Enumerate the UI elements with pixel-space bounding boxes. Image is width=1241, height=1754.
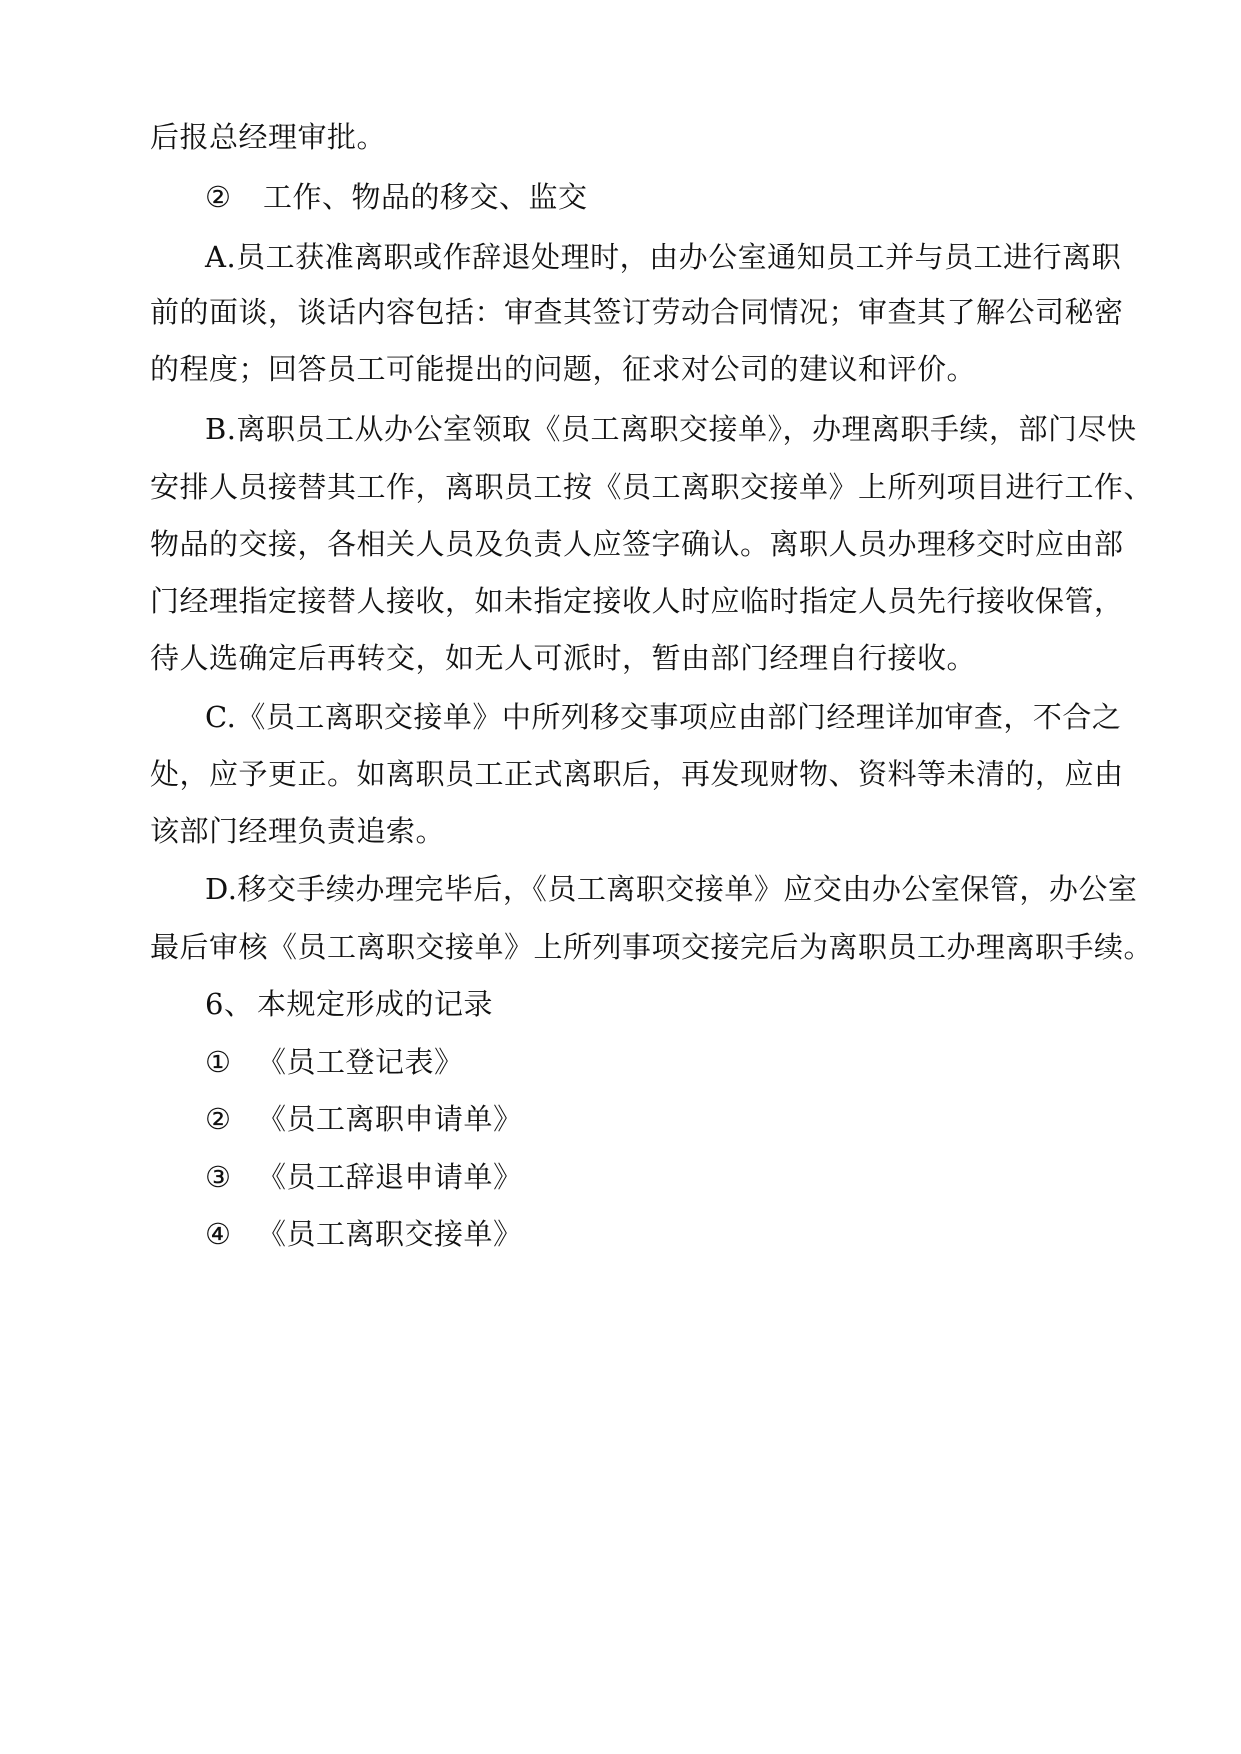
para-b-line-2: 安排人员接替其工作，离职员工按《员工离职交接单》上所列项目进行工作、 bbox=[150, 470, 1154, 504]
record-marker: ② bbox=[205, 1102, 232, 1136]
para-c-line-3: 该部门经理负责追索。 bbox=[150, 814, 446, 848]
record-label: 《员工离职申请单》 bbox=[257, 1102, 523, 1136]
para-a-line-1: A.员工获准离职或作辞退处理时，由办公室通知员工并与员工进行离职 bbox=[205, 240, 1122, 274]
continuation-text: 后报总经理审批。 bbox=[150, 120, 387, 154]
para-c-line-1: C.《员工离职交接单》中所列移交事项应由部门经理详加审查，不合之 bbox=[205, 700, 1122, 734]
section-2-marker: ② bbox=[205, 180, 232, 214]
para-d-line-2: 最后审核《员工离职交接单》上所列事项交接完后为离职员工办理离职手续。 bbox=[150, 930, 1154, 964]
para-b-line-1: B.离职员工从办公室领取《员工离职交接单》，办理离职手续，部门尽快 bbox=[205, 412, 1137, 446]
section-2-title: 工作、物品的移交、监交 bbox=[263, 180, 588, 214]
para-a-line-2: 前的面谈，谈话内容包括：审查其签订劳动合同情况；审查其了解公司秘密 bbox=[150, 295, 1124, 329]
section-6-marker: 6、 bbox=[205, 987, 254, 1021]
para-b-line-4: 门经理指定接替人接收，如未指定接收人时应临时指定人员先行接收保管， bbox=[150, 584, 1124, 618]
record-label: 《员工登记表》 bbox=[257, 1045, 464, 1079]
section-2-heading bbox=[205, 177, 1110, 217]
section-6-title: 本规定形成的记录 bbox=[257, 987, 494, 1021]
record-item bbox=[205, 1042, 1110, 1082]
para-d-line-1: D.移交手续办理完毕后，《员工离职交接单》应交由办公室保管，办公室 bbox=[205, 872, 1138, 906]
para-a-line-3: 的程度；回答员工可能提出的问题，征求对公司的建议和评价。 bbox=[150, 352, 977, 386]
record-item bbox=[205, 1214, 1110, 1254]
record-label: 《员工离职交接单》 bbox=[257, 1217, 523, 1251]
record-item bbox=[205, 1099, 1110, 1139]
record-marker: ④ bbox=[205, 1217, 232, 1251]
para-b-line-5: 待人选确定后再转交，如无人可派时，暂由部门经理自行接收。 bbox=[150, 641, 977, 675]
record-label: 《员工辞退申请单》 bbox=[257, 1160, 523, 1194]
section-6-heading bbox=[205, 984, 1110, 1024]
record-marker: ③ bbox=[205, 1160, 232, 1194]
para-c-line-2: 处，应予更正。如离职员工正式离职后，再发现财物、资料等未清的，应由 bbox=[150, 757, 1124, 791]
record-marker: ① bbox=[205, 1045, 232, 1079]
record-item bbox=[205, 1157, 1110, 1197]
para-b-line-3: 物品的交接，各相关人员及负责人应签字确认。离职人员办理移交时应由部 bbox=[150, 527, 1124, 561]
